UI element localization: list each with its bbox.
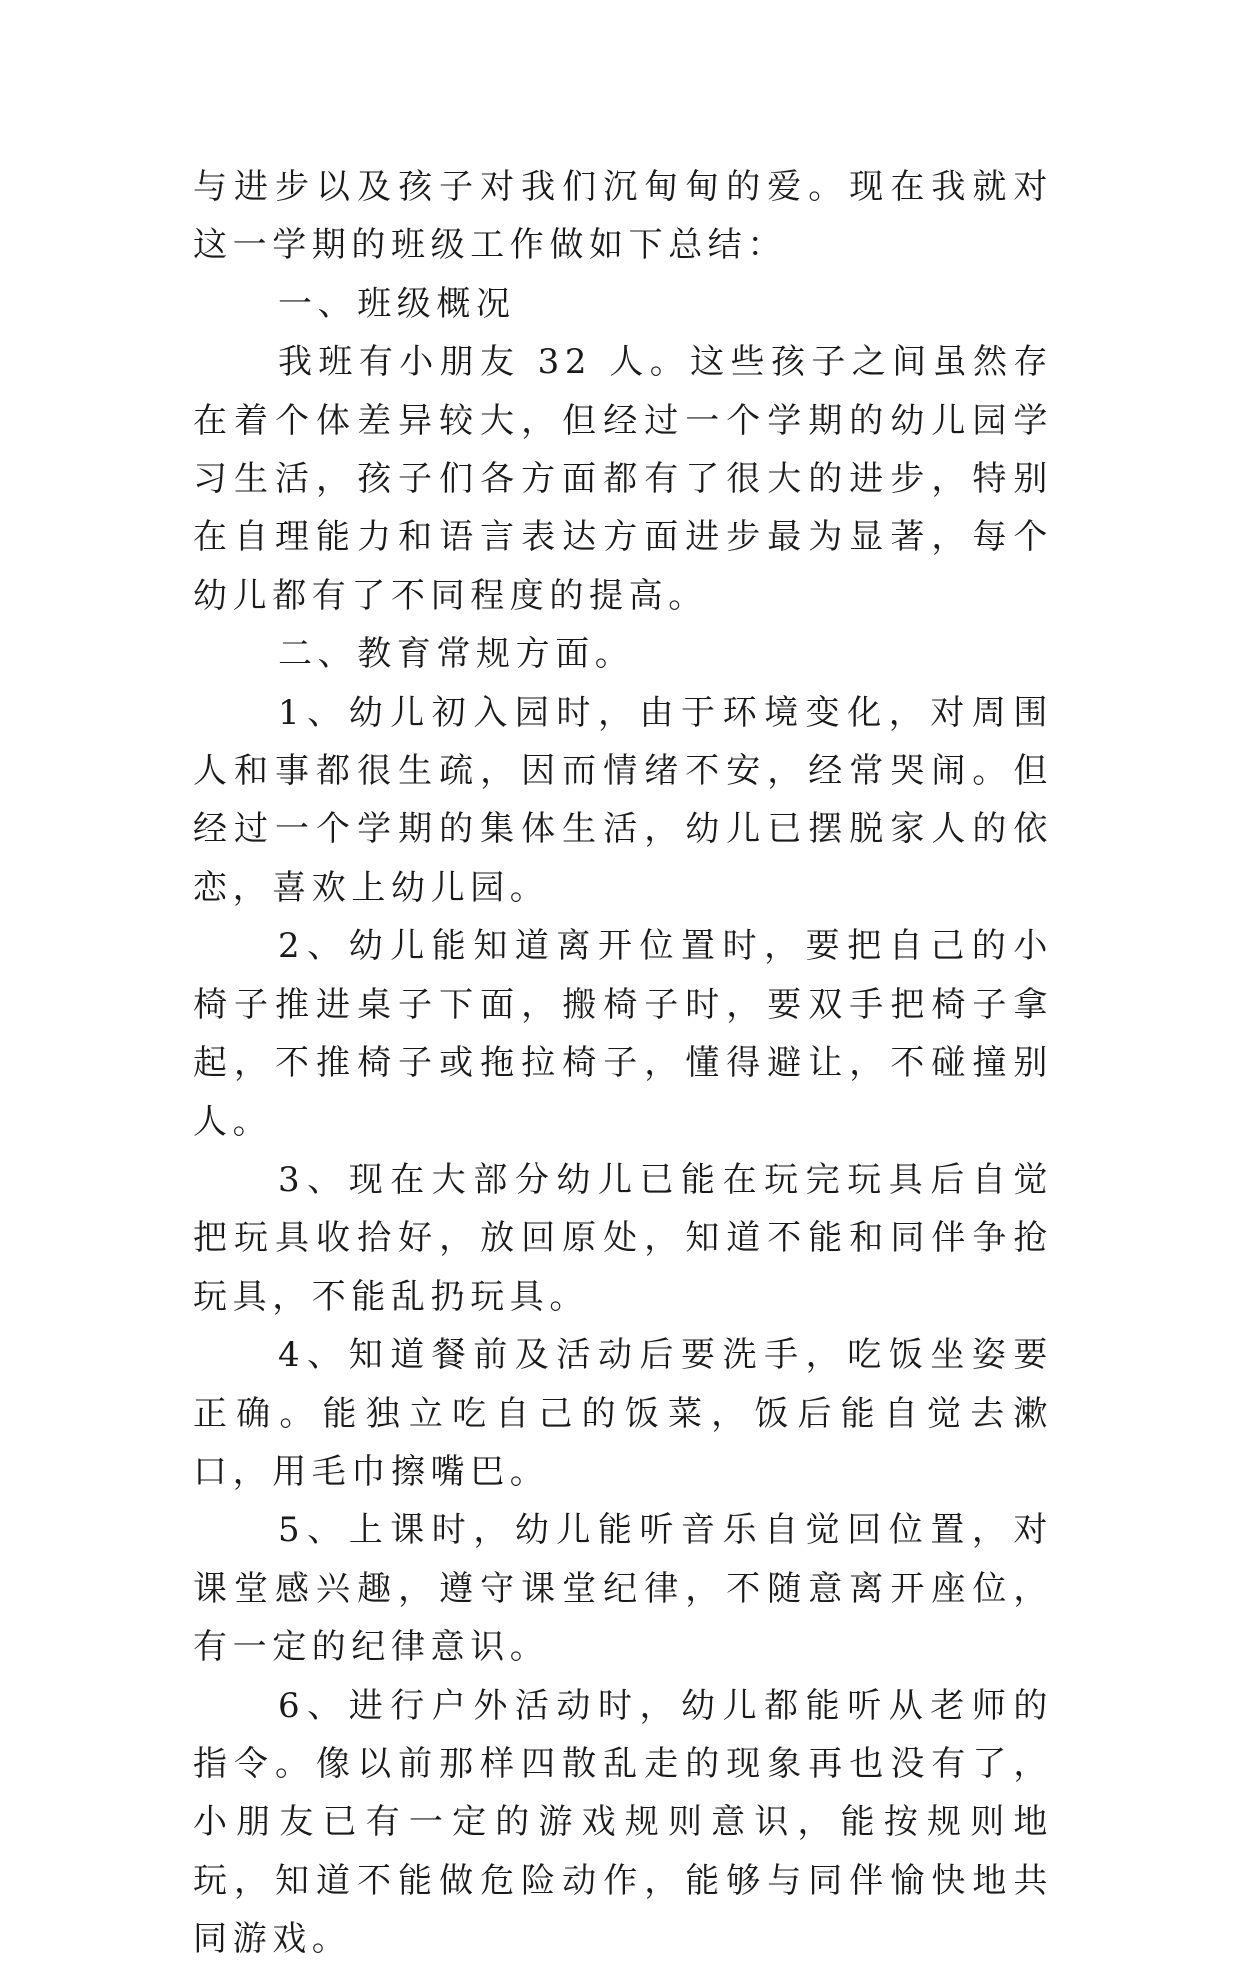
paragraph-class-overview: 我班有小朋友 32 人。这些孩子之间虽然存在着个体差异较大，但经过一个学期的幼儿园学习生活，孩子们各方面都有了很大的进步，特别在自理能力和语言表达方面进步最为显著，每个幼儿都有了不同程度的提高。 (193, 342, 1053, 616)
list-item-5: 5、上课时，幼儿能听音乐自觉回位置，对课堂感兴趣，遵守课堂纪律，不随意离开座位，有一定的纪律意识。 (193, 1510, 1053, 1668)
paragraph-intro-continuation: 与进步以及孩子对我们沉甸甸的爱。现在我就对这一学期的班级工作做如下总结： (193, 167, 1053, 266)
list-item-3: 3、现在大部分幼儿已能在玩完玩具后自觉把玩具收拾好，放回原处，知道不能和同伴争抢玩具，不能乱扔玩具。 (193, 1159, 1053, 1317)
list-item-6: 6、进行户外活动时，幼儿都能听从老师的指令。像以前那样四散乱走的现象再也没有了，小朋友已有一定的游戏规则意识，能按规则地玩，知道不能做危险动作，能够与同伴愉快地共同游戏。 (193, 1685, 1053, 1960)
document-body (193, 158, 1053, 1969)
list-item-4: 4、知道餐前及活动后要洗手，吃饭坐姿要正确。能独立吃自己的饭菜，饭后能自觉去漱口，用毛巾擦嘴巴。 (193, 1335, 1053, 1492)
list-item-1: 1、幼儿初入园时，由于环境变化，对周围人和事都很生疏，因而情绪不安，经常哭闹。但经过一个学期的集体生活，幼儿已摆脱家人的依恋，喜欢上幼儿园。 (193, 692, 1053, 908)
section-heading-education-routine: 二、教育常规方面。 (278, 634, 635, 675)
list-item-2: 2、幼儿能知道离开位置时，要把自己的小椅子推进桌子下面，搬椅子时，要双手把椅子拿起，不推椅子或拖拉椅子，懂得避让，不碰撞别人。 (193, 926, 1053, 1142)
section-heading-class-overview: 一、班级概况 (278, 283, 516, 324)
